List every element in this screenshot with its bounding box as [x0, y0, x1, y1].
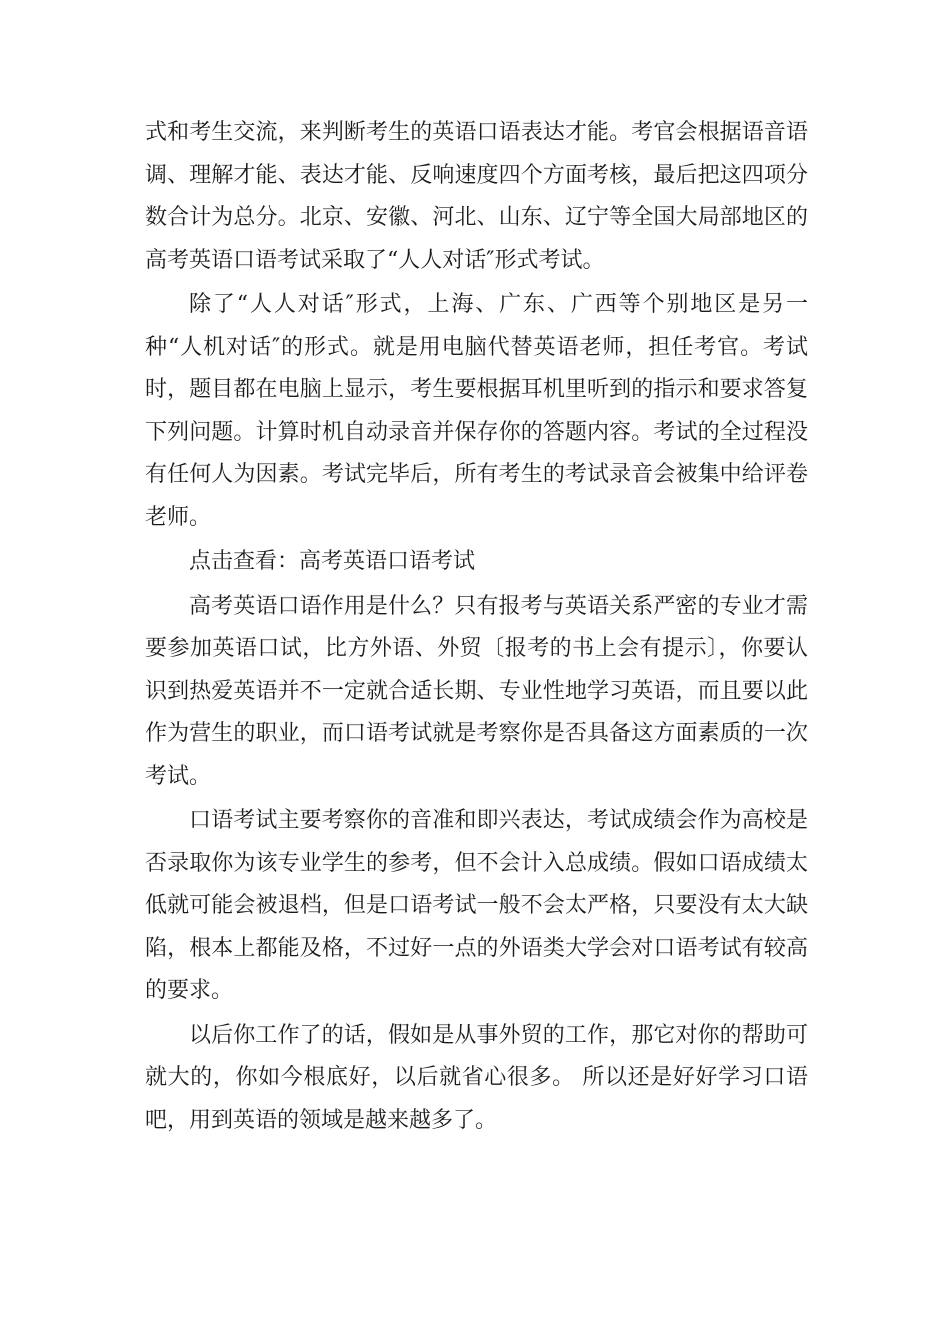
paragraph-human-machine-dialogue: 除了“人人对话″形式，上海、广东、广西等个别地区是另一种“人机对话″的形式。就是用电脑代替英语老师，担任考官。考试时，题目都在电脑上显示，考生要根据耳机里听到的指示和要求答复下列问题。计算时机自动录音并保存你的答题内容。考试的全过程没有任何人为因素。考试完毕后，所有考生的考试录音会被集中给评卷老师。 — [145, 292, 808, 530]
paragraph-continued: 式和考生交流，来判断考生的英语口语表达才能。考官会根据语音语调、理解才能、表达才能、反响速度四个方面考核，最后把这四项分数合计为总分。北京、安徽、河北、山东、辽宁等全国大局部地区的高考英语口语考试采取了“人人对话″形式考试。 — [145, 120, 808, 273]
paragraph-future-work: 以后你工作了的话，假如是从事外贸的工作，那它对你的帮助可就大的，你如今根底好，以后就省心很多。 所以还是好好学习口语吧，用到英语的领域是越来越多了。 — [145, 1022, 808, 1133]
paragraph-oral-exam-purpose: 高考英语口语作用是什么？只有报考与英语关系严密的专业才需要参加英语口试，比方外语、外贸〔报考的书上会有提示〕，你要认识到热爱英语并不一定就合适长期、专业性地学习英语，而且要以此作为营生的职业，而口语考试就是考察你是否具备这方面素质的一次考试。 — [145, 593, 808, 789]
document-body — [145, 112, 808, 1144]
paragraph-click-to-view: 点击查看：高考英语口语考试 — [189, 549, 476, 574]
paragraph-oral-exam-content: 口语考试主要考察你的音准和即兴表达，考试成绩会作为高校是否录取你为该专业学生的参考，但不会计入总成绩。假如口语成绩太低就可能会被退档，但是口语考试一般不会太严格，只要没有太大缺陷，根本上都能及格，不过好一点的外语类大学会对口语考试有较高的要求。 — [145, 808, 808, 1003]
